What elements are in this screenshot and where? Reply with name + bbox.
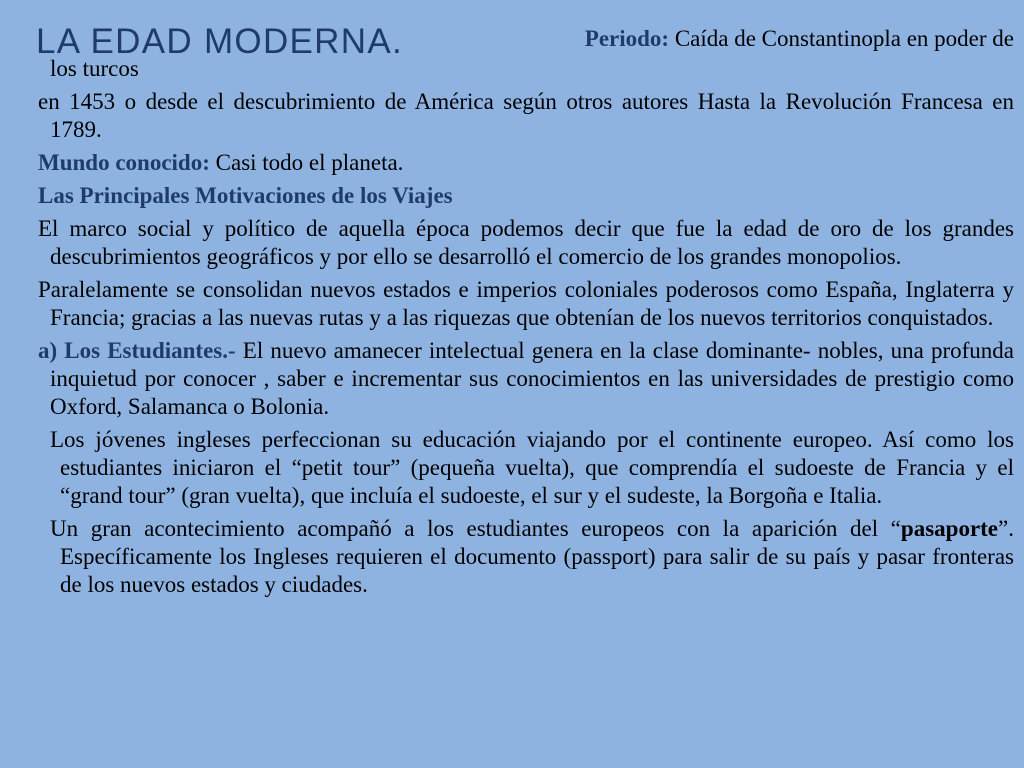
period-continuation: los turcos bbox=[50, 56, 139, 81]
period-paragraph: en 1453 o desde el descubrimiento de América según otros autores Hasta la Revolución Francesa en 1789. bbox=[38, 89, 1014, 142]
period-label: Periodo: bbox=[584, 26, 670, 51]
estudiantes-paragraph bbox=[36, 337, 1014, 421]
motivaciones-heading: Las Principales Motivaciones de los Viajes bbox=[38, 183, 453, 208]
title-line bbox=[36, 20, 1014, 64]
paralelamente-paragraph: Paralelamente se consolidan nuevos estados e imperios coloniales poderosos como España, Inglaterra y Francia; gracias a las nuevas rutas y a las riquezas que obtenían de los nuevos territorios conquistados. bbox=[38, 277, 1014, 330]
estudiantes-text: El nuevo amanecer intelectual genera en la clase dominante- nobles, una profunda inquietud por conocer , saber e incrementar sus conocimientos en las universidades de prestigio como Oxford, Salamanca o Bolonia. bbox=[50, 338, 1014, 419]
marco-social-paragraph: El marco social y político de aquella época podemos decir que fue la edad de oro de los grandes descubrimientos geográficos y por ello se desarrolló el comercio de los grandes monopolios. bbox=[38, 216, 1014, 269]
jovenes-paragraph: Los jóvenes ingleses perfeccionan su educación viajando por el continente europeo. Así como los estudiantes iniciaron el “petit tour” (pequeña vuelta), que comprendía el sudoeste de Francia y el “grand tour” (gran vuelta), que incluía el sudoeste, el sur y el sudeste, la Borgoña e Italia. bbox=[50, 427, 1014, 508]
period-intro bbox=[585, 17, 1014, 61]
mundo-text: Casi todo el planeta. bbox=[209, 150, 404, 175]
mundo-conocido-line bbox=[36, 149, 1014, 177]
pasaporte-paragraph bbox=[36, 515, 1014, 599]
pasaporte-word: pasaporte bbox=[900, 516, 999, 541]
pasaporte-text-before: Un gran acontecimiento acompañó a los estudiantes europeos con la aparición del “ bbox=[50, 516, 901, 541]
slide-text-block bbox=[36, 20, 1014, 599]
mundo-label: Mundo conocido: bbox=[38, 150, 210, 175]
estudiantes-label: a) Los Estudiantes.- bbox=[38, 338, 236, 363]
pasaporte-text-after: ”. Específicamente los Ingleses requieren el documento (passport) para salir de su país y pasar fronteras de los nuevos estados y ciudades. bbox=[60, 516, 1014, 597]
slide-title: LA EDAD MODERNA. bbox=[36, 22, 403, 61]
period-text: Caída de Constantinopla en poder de bbox=[669, 26, 1014, 51]
